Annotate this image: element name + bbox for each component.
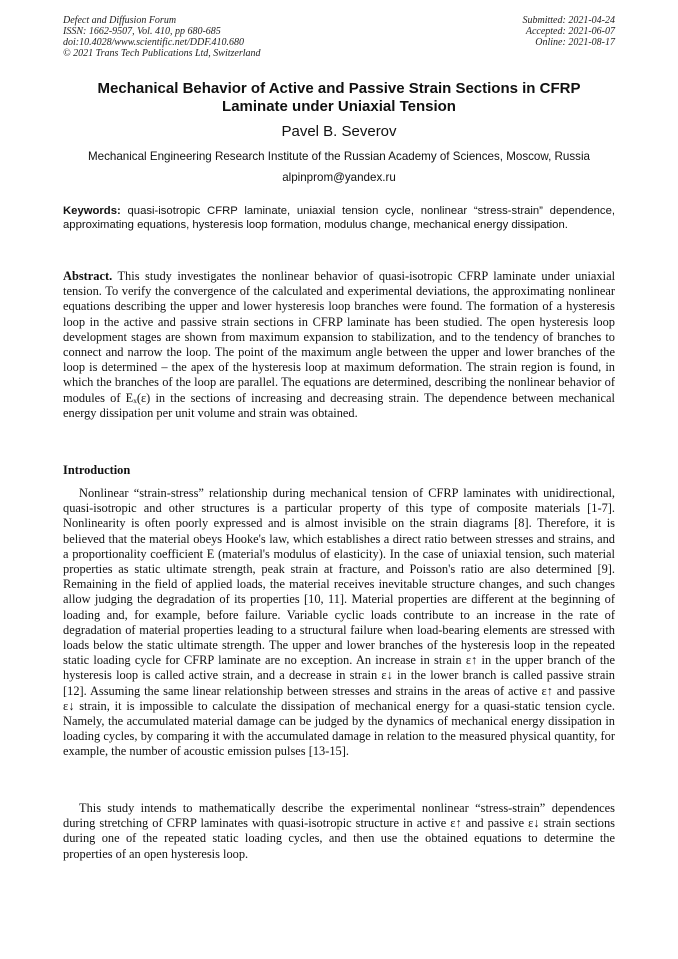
keywords-label: Keywords: [63,205,121,217]
submission-dates [523,15,616,48]
copyright-line: © 2021 Trans Tech Publications Ltd, Switzerland [63,48,261,59]
abstract-text: This study investigates the nonlinear behavior of quasi-isotropic CFRP laminate under uniaxial tension. To verify the convergence of the calculated and experimental deviations, the approximating nonlinear equations describing the upper and lower hysteresis loop branches were found. The formation of a hysteresis loop in the active and passive strain sections in CFRP laminate has been studied. The open hysteresis loop development stages are shown from maximum expansion to stabilization, and to the tendency of branches to connect and narrow the loop. The point of the maximum angle between the upper and lower branches of the loop is determined – the apex of the hysteresis loop at maximum deformation. The strain region is found, in which the branches of the loop are parallel. The equations are determined, describing the nonlinear behavior of modules of Eₓ(ε) in the sections of increasing and decreasing strain. The dependence between mechanical energy dissipation per unit volume and strain was obtained. [63,269,616,420]
online-date: Online: 2021-08-17 [535,37,615,48]
accepted-date: Accepted: 2021-06-07 [525,26,615,37]
introduction-paragraph-1: Nonlinear “strain-stress” relationship during mechanical tension of CFRP laminates with unidirectional, quasi-isotropic and other structures is a particular property of this type of composite materials [1-7]. Nonlinearity is often poorly expressed and is almost invisible on the strain diagrams [8]. Therefore, it is believed that the material obeys Hooke's law, which establishes a direct ratio between stresses and strains, and a proportionality coefficient E (material's modulus of elasticity). In the case of uniaxial tension, such material properties as static ultimate strength, peak strain at fracture, and Poisson's ratio are also determined [9]. Remaining in the field of applied loads, the material receives inevitable structure changes, and such changes allow judging the degradation of its properties [10, 11]. Material properties are different at the beginning of loading and, for example, before failure. Variable cyclic loads contribute to an increase in the rate of degradation of material properties leading to a structural failure when load-bearing elements are stressed with loads below the static ultimate strength. The upper and lower branches of the hysteresis loop in the repeated static loading cycle for CFRP laminate are no exception. An increase in strain ε↑ in the upper branch of the hysteresis loop is called active strain, and a decrease in strain ε↓ in the lower branch is called passive strain [12]. Assuming the same linear relationship between stresses and strains in the areas of active ε↑ and passive ε↓ strain, it is impossible to calculate the dissipation of mechanical energy for a quasi-static tension cycle. Namely, the accumulated material damage can be judged by the dynamics of mechanical energy dissipation in loading cycles, by comparing it with the accumulated damage in relation to the measured physical quantity, for example, the number of acoustic emission pulses [13-15]. [63,486,615,759]
introduction-heading: Introduction [63,463,131,477]
keywords-text: quasi-isotropic CFRP laminate, uniaxial tension cycle, nonlinear “stress-strain” dependence, approximating equations, hysteresis loop formation, modulus change, mechanical energy dissipation. [63,205,616,231]
doi-line: doi:10.4028/www.scientific.net/DDF.410.680 [63,37,245,48]
introduction-paragraph-2: This study intends to mathematically describe the experimental nonlinear “stress-strain” dependences during stretching of CFRP laminates with quasi-isotropic structure in active ε↑ and passive ε↓ strain sections during one of the repeated static loading cycles, and then use the obtained equations to determine the properties of an open hysteresis loop. [63,801,615,861]
author-affiliation: Mechanical Engineering Research Institute of the Russian Academy of Sciences, Moscow, Russia [87,150,590,163]
journal-name: Defect and Diffusion Forum [63,15,177,26]
author-email: alpinprom@yandex.ru [282,171,396,184]
submitted-date: Submitted: 2021-04-24 [522,15,615,26]
keywords-section [63,205,615,232]
paper-title: Mechanical Behavior of Active and Passive Strain Sections in CFRP Laminate under Uniaxial Tension [97,80,581,115]
issn-line: ISSN: 1662-9507, Vol. 410, pp 680-685 [63,26,221,37]
author-name: Pavel B. Severov [281,123,397,140]
journal-info [63,15,261,59]
abstract-label: Abstract. [63,269,113,283]
abstract-section [63,269,615,421]
